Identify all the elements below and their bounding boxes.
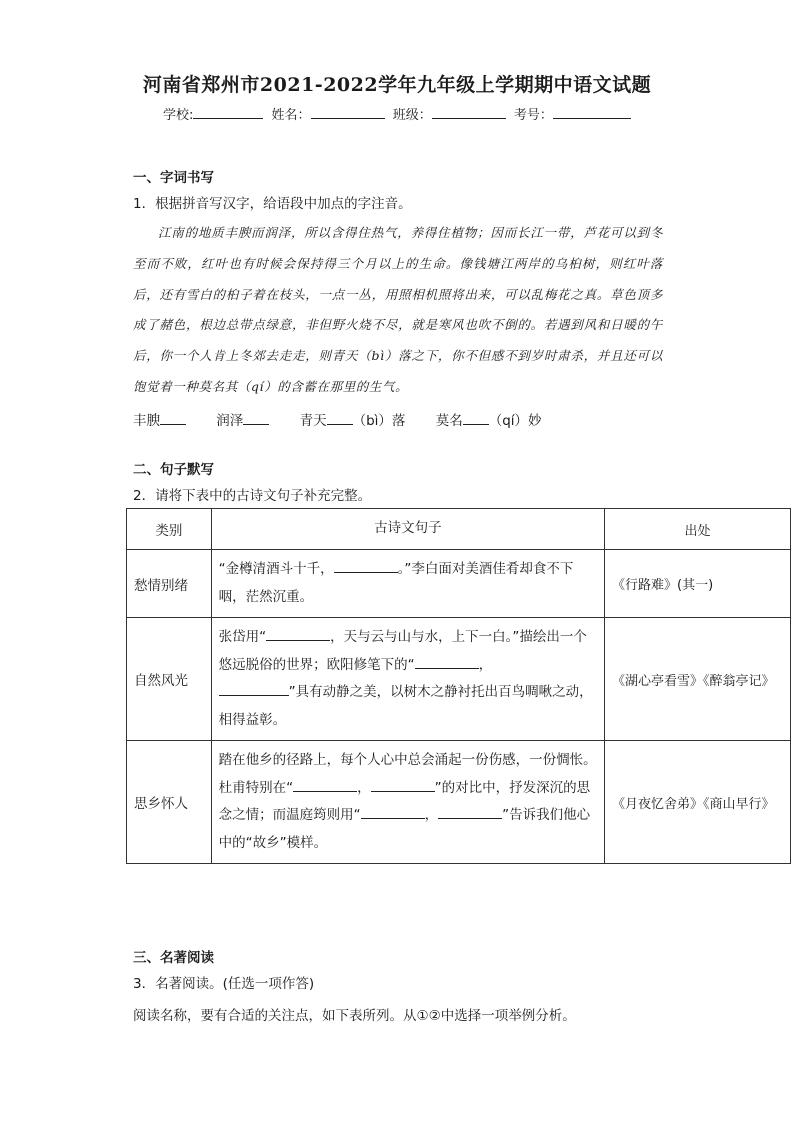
word-item: 莫名 （qí）妙 — [435, 413, 542, 429]
row-source: 《行路难》(其一) — [605, 550, 791, 618]
table-header-row — [127, 509, 791, 550]
exam-no-blank[interactable] — [553, 105, 631, 119]
exam-title: 河南省郑州市2021-2022学年九年级上学期期中语文试题 — [142, 74, 652, 96]
section-3-heading: 三、名著阅读 — [133, 950, 214, 966]
question-2: 2．请将下表中的古诗文句子补充完整。 — [133, 488, 372, 504]
answer-blank[interactable] — [371, 778, 435, 792]
reading-passage: 江南的地质丰腴而润泽，所以含得住热气，养得住植物；因而长江一带，芦花可以到冬至而不败，红叶也有时候会保持得三个月以上的生命。像钱塘江两岸的乌桕树，则红叶落后，还有雪白的桕子着在枝头，一点一丛，用照相机照将出来，可以乱梅花之真。草色顶多成了赭色，根边总带点绿意，非但野火烧不尽，就是寒风也吹不倒的。若遇到风和日暖的午后，你一个人肯上冬郊去走走，则青天（bì）落之下，你不但感不到岁时肃杀，并且还可以饱觉着一种莫名其（qí）的含蓄在那里的生气。 — [133, 225, 663, 394]
section-2-heading: 二、句子默写 — [133, 462, 214, 478]
answer-blank[interactable] — [415, 655, 479, 669]
question-3-text: 阅读名称，要有合适的关注点，如下表所列。从①②中选择一项举例分析。 — [133, 1008, 576, 1024]
class-blank[interactable] — [432, 105, 506, 119]
row-category: 思乡怀人 — [127, 741, 212, 864]
answer-blank[interactable] — [160, 412, 186, 425]
table-row — [127, 741, 791, 864]
row-sentence: 张岱用“ ，天与云与山与水，上下一白。”描绘出一个悠远脱俗的世界；欧阳修笔下的“ ， ”具有动静之美，以树木之静衬托出百鸟啁啾之动，相得益彰。 — [211, 618, 604, 741]
poem-table — [126, 508, 791, 864]
table-row — [127, 550, 791, 618]
answer-blank[interactable] — [219, 682, 289, 696]
question-3: 3．名著阅读。(任选一项作答) — [133, 976, 315, 992]
row-sentence: 踏在他乡的径路上，每个人心中总会涌起一份伤感，一份惆怅。杜甫特别在“ ， ”的对比中，抒发深沉的思念之情；而温庭筠则用“ ， ”告诉我们他心中的“故乡”模样。 — [211, 741, 604, 864]
answer-blank[interactable] — [327, 412, 353, 425]
name-label: 姓名： — [271, 108, 311, 123]
answer-blank[interactable] — [334, 559, 398, 573]
class-label: 班级： — [392, 108, 432, 123]
header-category: 类别 — [127, 509, 212, 550]
answer-blank[interactable] — [243, 412, 269, 425]
answer-blank[interactable] — [438, 805, 502, 819]
header-source: 出处 — [605, 509, 791, 550]
answer-blank[interactable] — [293, 778, 357, 792]
word-item: 润泽 — [216, 413, 269, 429]
row-category: 愁情别绪 — [127, 550, 212, 618]
question-1: 1．根据拼音写汉字，给语段中加点的字注音。 — [133, 196, 412, 212]
row-sentence: “金樽清酒斗十千， 。”李白面对美酒佳肴却食不下咽，茫然沉重。 — [211, 550, 604, 618]
word-item: 青天 （bì）落 — [299, 413, 406, 429]
student-info-line — [163, 104, 635, 123]
section-1-heading: 一、字词书写 — [133, 170, 214, 186]
row-source: 《月夜忆舍弟》《商山早行》 — [605, 741, 791, 864]
row-category: 自然风光 — [127, 618, 212, 741]
table-row — [127, 618, 791, 741]
row-source: 《湖心亭看雪》《醉翁亭记》 — [605, 618, 791, 741]
school-label: 学校: — [163, 108, 194, 123]
pinyin-answer-line — [133, 409, 568, 429]
name-blank[interactable] — [311, 105, 385, 119]
school-blank[interactable] — [193, 105, 263, 119]
answer-blank[interactable] — [361, 805, 425, 819]
word-item: 丰腴 — [133, 413, 186, 429]
header-sentence: 古诗文句子 — [211, 509, 604, 550]
answer-blank[interactable] — [266, 627, 330, 641]
exam-no-label: 考号： — [513, 108, 553, 123]
answer-blank[interactable] — [463, 412, 489, 425]
